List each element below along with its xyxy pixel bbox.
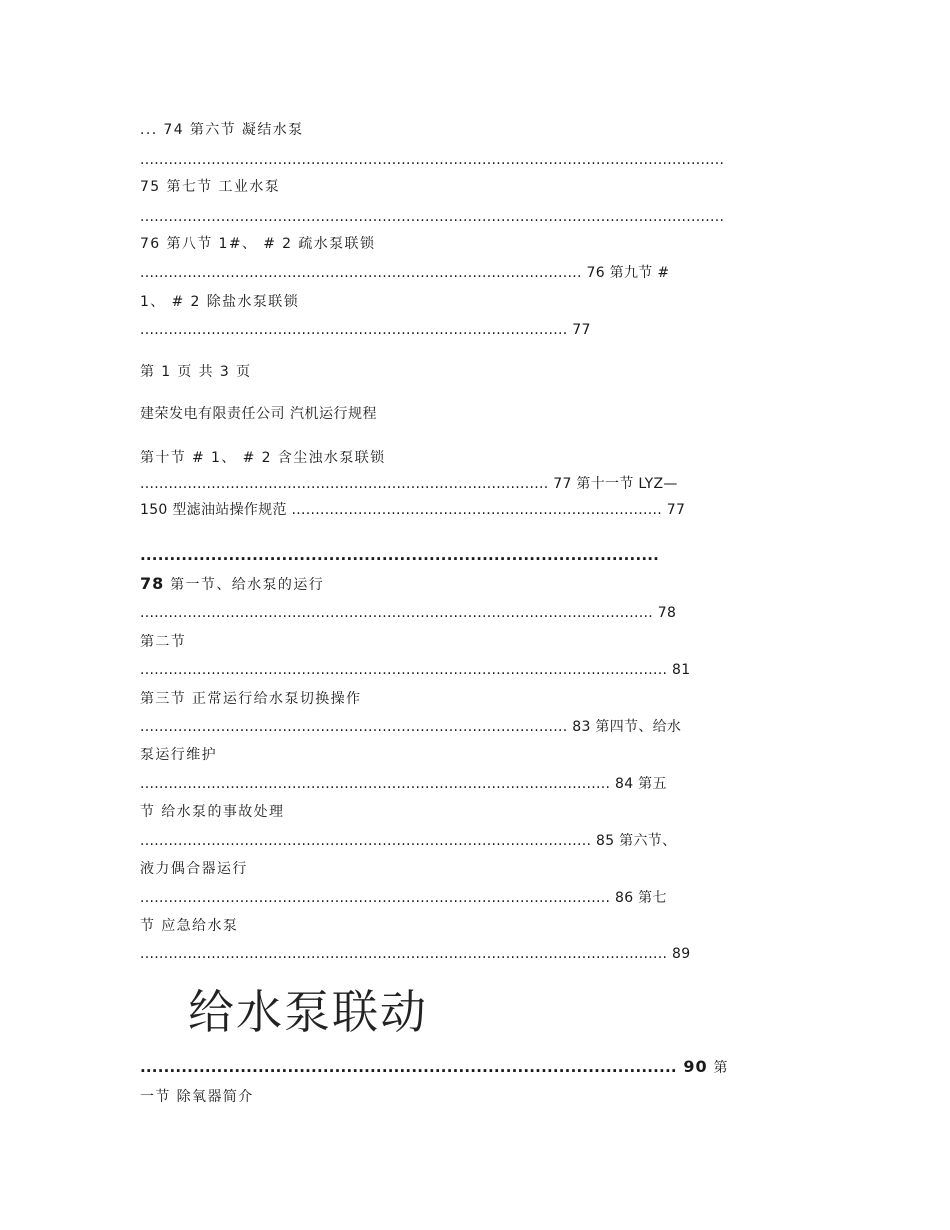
toc-line: ............................................................................................... 85 第六节、 xyxy=(140,833,677,849)
toc-line: 150 型滤油站操作规范 .............................................................................. 77 xyxy=(140,502,686,518)
chapter-title: 给水泵联动 xyxy=(188,985,428,1039)
toc-page-number: 78 xyxy=(140,574,165,593)
toc-line: ................................................................................................... 86 第七 xyxy=(140,890,667,906)
toc-line: .......................................................................................... 83 第四节、给水 xyxy=(140,719,682,735)
toc-line: 一节 除氧器简介 xyxy=(140,1089,254,1105)
toc-line xyxy=(140,1058,729,1077)
toc-line: ............................................................................................. 76 第九节 # xyxy=(140,265,670,281)
toc-line: ... 74 第六节 凝结水泵 xyxy=(140,122,304,138)
toc-line: 76 第八节 1#、 # 2 疏水泵联锁 xyxy=(140,236,376,252)
toc-line xyxy=(140,575,324,594)
toc-line: 液力偶合器运行 xyxy=(140,861,248,877)
toc-line: 第二节 xyxy=(140,634,187,650)
toc-page-number: 90 xyxy=(676,1057,708,1076)
toc-line: 泵运行维护 xyxy=(140,747,217,763)
toc-leader-bold: ........................................................................................... xyxy=(140,1058,677,1076)
toc-line: 1、 # 2 除盐水泵联锁 xyxy=(140,294,300,310)
toc-leader: ........................................................................................................................... xyxy=(140,152,725,168)
toc-line: .......................................................................................... 77 xyxy=(140,322,591,338)
toc-line: ............................................................................................................... 89 xyxy=(140,946,691,962)
toc-line: 第十节 # 1、 # 2 含尘浊水泵联锁 xyxy=(140,450,386,466)
toc-line: 第三节 正常运行给水泵切换操作 xyxy=(140,691,362,707)
toc-line: ...................................................................................... 77 第十一节 LYZ— xyxy=(140,476,678,492)
toc-line: ............................................................................................................ 78 xyxy=(140,605,677,621)
toc-line: 75 第七节 工业水泵 xyxy=(140,179,281,195)
toc-line: 节 应急给水泵 xyxy=(140,918,239,934)
page-header: 建荣发电有限责任公司 汽机运行规程 xyxy=(140,406,377,422)
page-footer: 第 1 页 共 3 页 xyxy=(140,364,252,380)
toc-line: ................................................................................................... 84 第五 xyxy=(140,776,667,792)
toc-line: 节 给水泵的事故处理 xyxy=(140,804,285,820)
toc-entry-title: 第 xyxy=(707,1060,729,1076)
toc-leader: ........................................................................................................................... xyxy=(140,209,725,225)
toc-line: ............................................................................................................... 81 xyxy=(140,662,691,678)
toc-leader-bold: ........................................................................................ xyxy=(140,546,660,564)
toc-entry-title: 第一节、给水泵的运行 xyxy=(164,577,325,593)
